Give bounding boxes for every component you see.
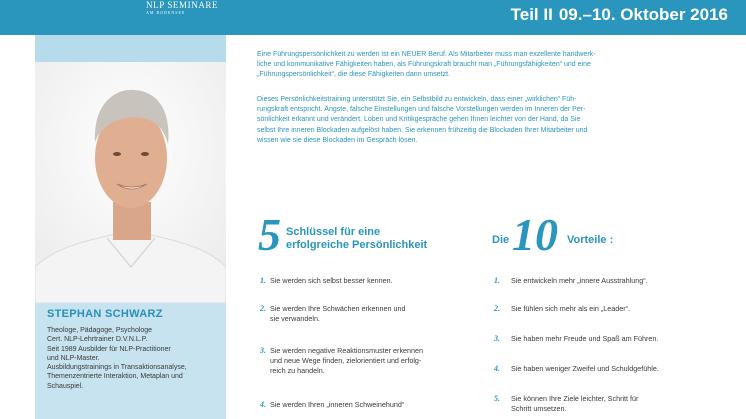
bio-line: Cert. NLP-Lehrtrainer D.V.N.L.P. bbox=[47, 336, 148, 344]
item-line: Sie werden Ihre Schwächen erkennen und bbox=[270, 304, 406, 313]
event-dates bbox=[511, 5, 728, 25]
logo-title: NLP SEMINARE bbox=[146, 0, 219, 10]
trainer-bio bbox=[47, 326, 219, 391]
item-number: 4. bbox=[260, 400, 266, 409]
item-line: Sie können Ihre Ziele leichter, Schritt für bbox=[511, 394, 639, 403]
keys-number: 5 bbox=[258, 209, 281, 260]
item-line: Sie werden sich selbst besser kennen. bbox=[270, 276, 393, 285]
bio-line: Theologe, Pädagoge, Psychologe bbox=[47, 327, 153, 334]
bio-line: Themenzentrierte Interaktion, Metaplan und bbox=[47, 373, 183, 381]
item-text bbox=[511, 276, 716, 286]
benefits-number: 10 bbox=[512, 209, 558, 260]
benefits-heading: Vorteile : bbox=[567, 234, 614, 246]
logo-subtitle: AM BODENSEE bbox=[146, 10, 186, 15]
item-text bbox=[270, 276, 475, 286]
item-line: Sie fühlen sich mehr als ein „Leader“. bbox=[511, 304, 631, 313]
item-line: reich zu handeln. bbox=[270, 365, 325, 375]
bio-line: und NLP-Master. bbox=[47, 354, 100, 362]
date-range: 09.–10. Oktober 2016 bbox=[558, 5, 728, 24]
paragraph-line: Eine Führungspersönlichkeit zu werden ist ein NEUER Beruf. Als Mitarbeiter muss man exzellente handwerk- bbox=[257, 51, 596, 58]
item-number: 2. bbox=[494, 304, 500, 313]
benefits-prefix: Die bbox=[492, 234, 510, 246]
part-label: Teil II bbox=[510, 5, 553, 24]
item-line: und neue Wege finden, zielorientiert und erfolg- bbox=[270, 355, 422, 365]
paragraph-line: selbst Ihre inneren Blockaden aufgelöst haben. Sie erkennen frühzeitig die Blockaden Ihrer Mitarbeiter und bbox=[257, 126, 588, 134]
item-line: Schritt umsetzen. bbox=[511, 403, 567, 413]
logo bbox=[146, 0, 226, 20]
item-line: Sie werden negative Reaktionsmuster erkennen bbox=[270, 346, 424, 355]
bio-line: Seit 1989 Ausbilder für NLP-Practitioner bbox=[47, 345, 171, 353]
intro-paragraph-1 bbox=[257, 50, 720, 81]
portrait-photo bbox=[35, 62, 226, 303]
paragraph-line: liche und kommunikative Fähigkeiten haben, als Führungskraft braucht man „Führungsfähigkeiten“ und eine bbox=[257, 61, 591, 69]
trainer-name: STEPHAN SCHWARZ bbox=[47, 308, 163, 320]
header-bar bbox=[0, 0, 746, 35]
paragraph-line: rungskraft entspricht. Ängste, falsche Einstellungen und falsche Vorstellungen werden im Inneren der Per- bbox=[257, 106, 586, 114]
item-text bbox=[270, 346, 475, 375]
item-number: 3. bbox=[494, 334, 500, 343]
item-text bbox=[511, 394, 716, 414]
item-number: 1. bbox=[260, 276, 266, 285]
item-text bbox=[270, 304, 475, 324]
item-number: 1. bbox=[494, 276, 500, 285]
intro-paragraph-2 bbox=[257, 95, 720, 146]
item-line: Sie entwickeln mehr „innere Ausstrahlung“. bbox=[511, 276, 648, 285]
paragraph-line: „Führungspersönlichkeit“, die diese Fähigkeiten dann umsetzt. bbox=[257, 71, 450, 79]
item-number: 2. bbox=[260, 304, 266, 313]
keys-heading-line: erfolgreiche Persönlichkeit bbox=[286, 239, 428, 251]
item-line: sie verwandeln. bbox=[270, 313, 320, 323]
item-text bbox=[270, 400, 475, 410]
item-text bbox=[511, 304, 716, 314]
keys-heading bbox=[286, 226, 466, 252]
keys-heading-line: Schlüssel für eine bbox=[286, 226, 381, 238]
item-line: Sie haben mehr Freude und Spaß am Führen. bbox=[511, 334, 659, 343]
item-number: 3. bbox=[260, 346, 266, 355]
item-number: 5. bbox=[494, 394, 500, 403]
bio-line: Schauspiel. bbox=[47, 382, 84, 390]
item-line: Sie haben weniger Zweifel und Schuldgefühle. bbox=[511, 364, 659, 373]
paragraph-line: wissen wie sie diese Blockaden im Gespräch lösen. bbox=[257, 136, 418, 144]
bio-line: Ausbildungstrainings in Transaktionsanalyse, bbox=[47, 364, 187, 372]
paragraph-line: Dieses Persönlichkeitstraining unterstützt Sie, ein Selbstbild zu entwickeln, dass einer „wirklichen“ Füh- bbox=[257, 96, 577, 103]
side-panel-top bbox=[35, 35, 226, 62]
item-text bbox=[511, 364, 716, 374]
paragraph-line: sönlichkeit erkannt und verändert. Loben und Kritikgespräche gehen Ihnen leichter von der Hand, da Sie bbox=[257, 116, 581, 124]
item-text bbox=[511, 334, 716, 344]
item-line: Sie werden Ihren „inneren Schweinehund“ bbox=[270, 400, 405, 409]
item-number: 4. bbox=[494, 364, 500, 373]
